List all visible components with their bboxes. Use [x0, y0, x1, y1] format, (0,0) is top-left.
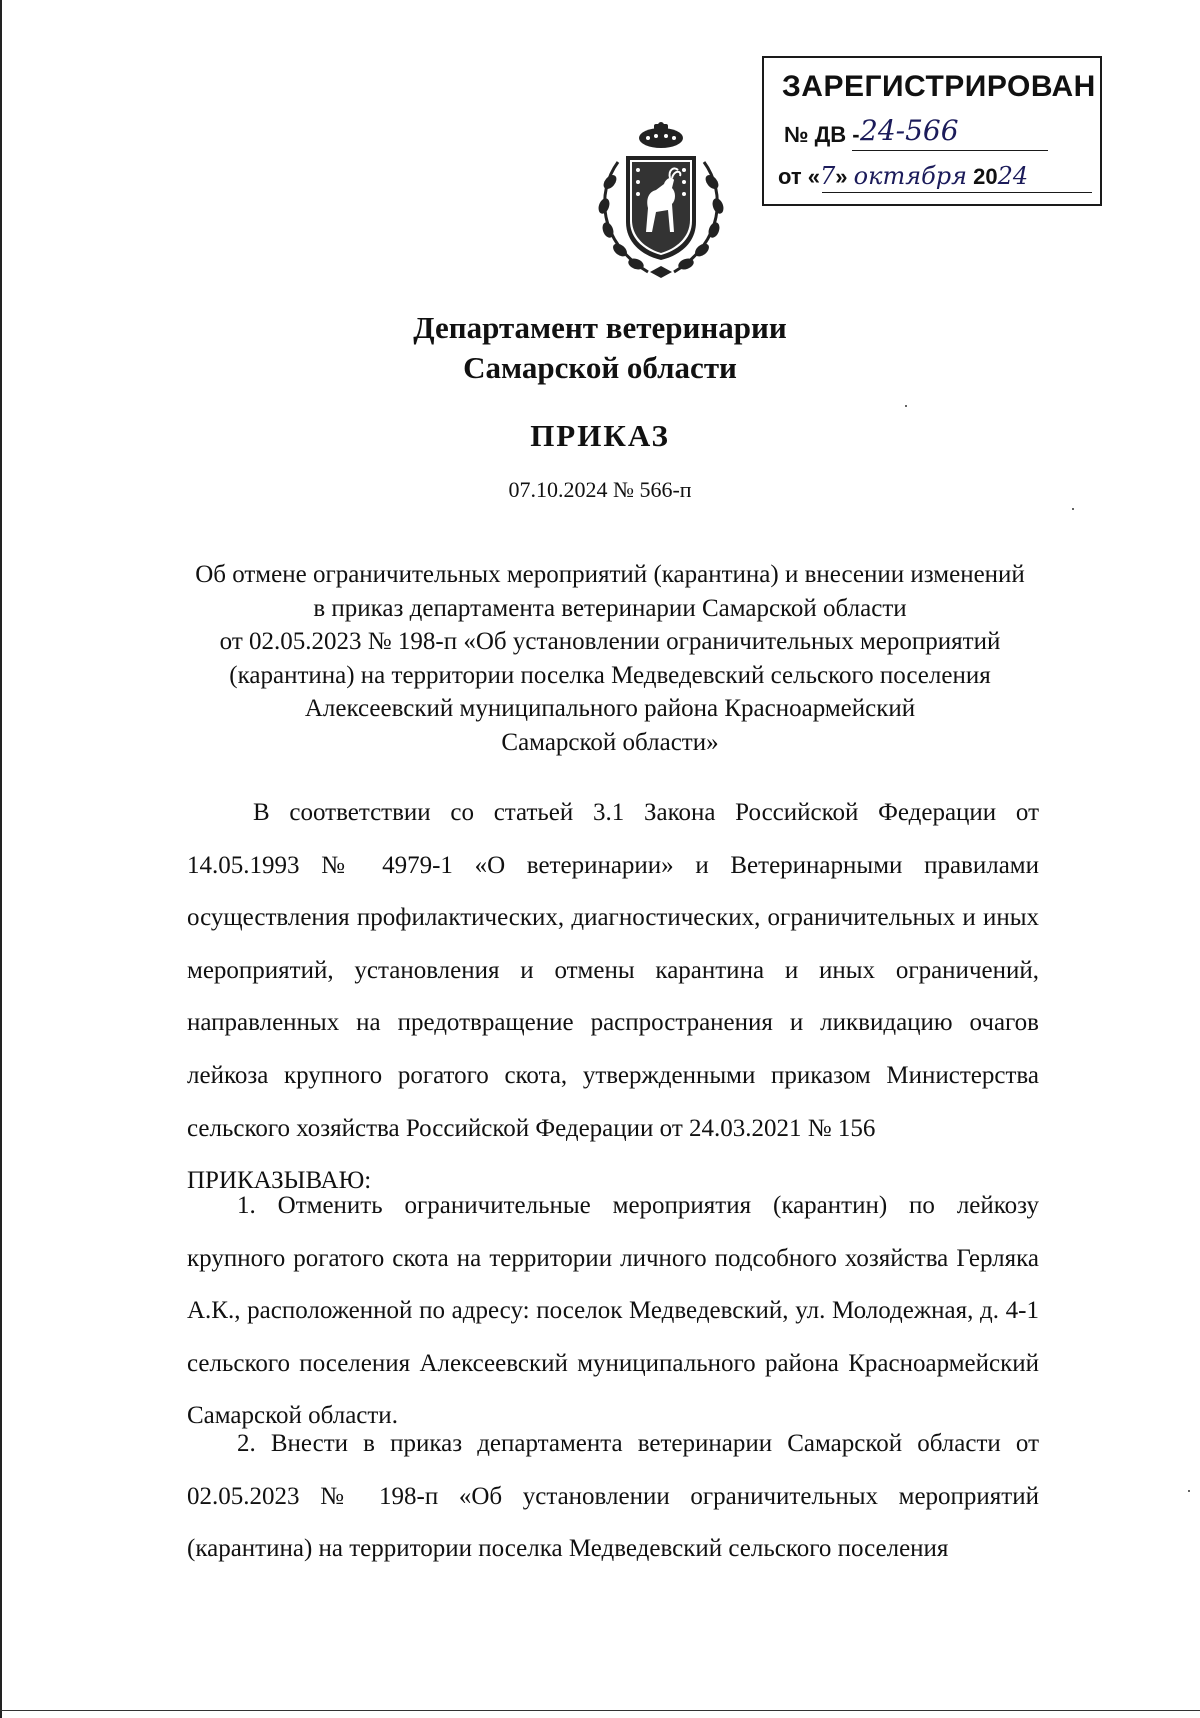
department-line: Департамент ветеринарии	[413, 310, 787, 345]
department-name	[0, 308, 1200, 388]
scan-edge	[0, 0, 2, 1718]
stamp-date-month: октября	[853, 162, 968, 190]
registration-stamp	[762, 56, 1102, 206]
department-line: Самарской области	[463, 350, 737, 385]
scan-speck	[1072, 508, 1074, 510]
clause-1-paragraph: 1. Отменить ограничительные мероприятия (карантин) по лейкозу крупного рогатого скота на территории личного подсобного хозяйства Герляка А.К., расположенной по адресу: поселок Медведевский, ул. Молодежная, д. 4-1 сельского поселения Алексеевский муниципального района Красноармейский Самарской области.	[187, 1192, 1039, 1430]
stamp-underline	[822, 192, 1092, 193]
subject-line: в приказ департамента ветеринарии Самарской области	[313, 594, 907, 622]
subject-line: от 02.05.2023 № 198-п «Об установлении ограничительных мероприятий	[219, 628, 1001, 655]
stamp-date-row	[778, 162, 1028, 190]
document-date-number: 07.10.2024 № 566-п	[508, 477, 692, 502]
scan-speck	[905, 405, 907, 407]
stamp-date-prefix: от «	[778, 164, 821, 189]
directive-text: ПРИКАЗЫВАЮ:	[187, 1167, 372, 1195]
stamp-date-mid: »	[835, 164, 848, 189]
preamble-text: В соответствии со статьей 3.1 Закона Российской Федерации от 14.05.1993 № 4979-1 «О ветеринарии» и Ветеринарными правилами осуществления профилактических, диагностических, ограничительных и иных мероприятий, установления и отмены карантина и иных ограничений, направленных на предотвращение распространения и ликвидацию очагов лейкоза крупного рогатого скота, утвержденными приказом Министерства сельского хозяйства Российской Федерации от 24.03.2021 № 156	[187, 799, 1039, 1142]
stamp-date-day: 7	[820, 162, 836, 190]
document-subject	[170, 558, 1050, 759]
subject-line: (карантина) на территории поселка Медведевский сельского поселения	[229, 661, 991, 689]
stamp-number-value: 24-566	[860, 114, 959, 147]
clause-2-paragraph: 2. Внести в приказ департамента ветеринарии Самарской области от 02.05.2023 № 198-п «Об установлении ограничительных мероприятий (карантина) на территории поселка Медведевский сельского поселения	[187, 1430, 1039, 1563]
subject-line: Самарской области»	[501, 728, 719, 756]
stamp-date-year-prefix: 20	[973, 164, 998, 189]
stamp-underline	[852, 150, 1048, 151]
samara-coat-of-arms-icon	[588, 122, 734, 280]
stamp-title: ЗАРЕГИСТРИРОВАН	[782, 70, 1096, 103]
preamble-paragraph	[187, 787, 1039, 1208]
subject-line: Об отмене ограничительных мероприятий (карантина) и внесении изменений	[195, 561, 1025, 588]
stamp-number-label: № ДВ -	[784, 122, 860, 147]
scan-speck	[1188, 1490, 1190, 1492]
subject-line: Алексеевский муниципального района Красноармейский	[304, 695, 916, 722]
scan-bottom-edge	[0, 1710, 1200, 1711]
stamp-date-year: 24	[997, 162, 1029, 190]
document-type-title: ПРИКАЗ	[530, 418, 670, 453]
